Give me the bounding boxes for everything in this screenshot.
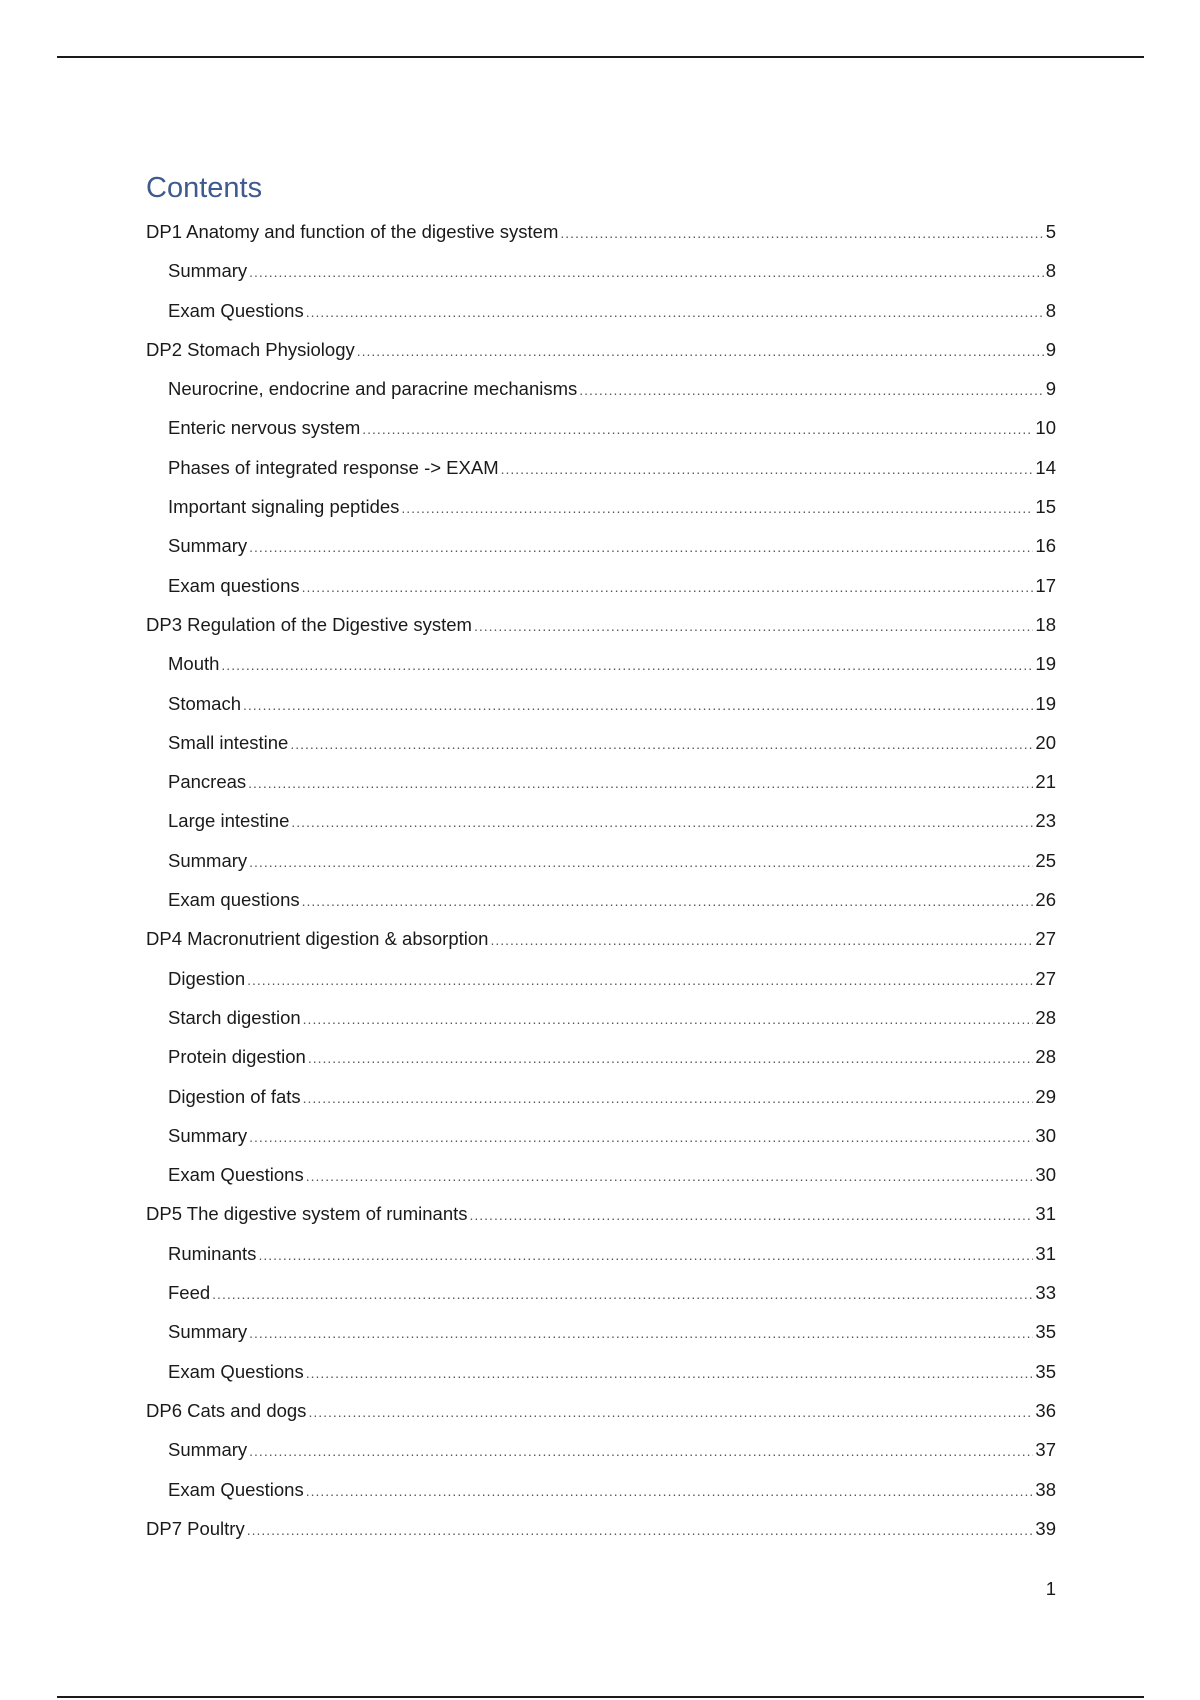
toc-entry-label: Pancreas <box>168 771 247 793</box>
toc-entry-page: 39 <box>1035 1517 1056 1539</box>
toc-entry-label: Exam Questions <box>168 299 304 321</box>
toc-dot-leader <box>247 1511 1034 1550</box>
toc-entry-label: DP5 The digestive system of ruminants <box>146 1203 468 1225</box>
toc-entry-label: Important signaling peptides <box>168 496 400 518</box>
toc-entry-section[interactable] <box>146 1077 1056 1116</box>
toc-entry-section[interactable] <box>146 762 1056 801</box>
toc-entry-page: 25 <box>1035 849 1056 871</box>
toc-entry-label: Ruminants <box>168 1242 257 1264</box>
toc-entry-section[interactable] <box>146 684 1056 723</box>
toc-entry-page: 28 <box>1035 1006 1056 1028</box>
table-of-contents <box>146 170 1056 1548</box>
toc-dot-leader <box>308 1393 1033 1432</box>
toc-entry-section[interactable] <box>146 1352 1056 1391</box>
toc-dot-leader <box>303 1000 1034 1039</box>
page-number: 1 <box>1045 1578 1056 1599</box>
toc-entry-section[interactable] <box>146 998 1056 1037</box>
toc-entry-page: 31 <box>1035 1242 1056 1264</box>
toc-entry-label: Neurocrine, endocrine and paracrine mechanisms <box>168 378 578 400</box>
toc-dot-leader <box>249 1432 1033 1471</box>
toc-entry-page: 15 <box>1035 496 1056 518</box>
toc-entry-label: Summary <box>168 1439 248 1461</box>
toc-dot-leader <box>579 371 1043 410</box>
toc-entry-label: Stomach <box>168 692 242 714</box>
toc-entry-page: 19 <box>1035 653 1056 675</box>
toc-entry-page: 18 <box>1035 613 1056 635</box>
toc-entry-chapter[interactable] <box>146 212 1056 251</box>
toc-dot-leader <box>249 253 1044 292</box>
toc-entry-section[interactable] <box>146 1234 1056 1273</box>
toc-entry-page: 31 <box>1035 1203 1056 1225</box>
footer-rule <box>57 1696 1144 1698</box>
toc-entry-page: 21 <box>1035 771 1056 793</box>
toc-dot-leader <box>221 646 1033 685</box>
toc-entry-page: 35 <box>1035 1360 1056 1382</box>
toc-entry-label: Mouth <box>168 653 220 675</box>
toc-entry-label: Exam Questions <box>168 1478 304 1500</box>
toc-entry-page: 36 <box>1035 1399 1056 1421</box>
toc-dot-leader <box>249 843 1033 882</box>
toc-entry-page: 33 <box>1035 1282 1056 1304</box>
toc-entry-label: Enteric nervous system <box>168 417 361 439</box>
toc-entry-label: Starch digestion <box>168 1006 301 1028</box>
toc-dot-leader <box>362 410 1033 449</box>
toc-entry-section[interactable] <box>146 723 1056 762</box>
toc-entry-label: DP2 Stomach Physiology <box>146 338 355 360</box>
toc-entry-label: Protein digestion <box>168 1046 306 1068</box>
toc-dot-leader <box>560 214 1043 253</box>
toc-entry-section[interactable] <box>146 1116 1056 1155</box>
toc-entry-label: DP6 Cats and dogs <box>146 1399 307 1421</box>
toc-dot-leader <box>474 607 1033 646</box>
toc-entry-label: DP1 Anatomy and function of the digestive system <box>146 221 559 242</box>
toc-entry-label: Digestion <box>168 967 246 989</box>
toc-entry-section[interactable] <box>146 1273 1056 1312</box>
toc-entry-section[interactable] <box>146 644 1056 683</box>
toc-entry-page: 27 <box>1035 928 1056 950</box>
toc-entry-label: Exam Questions <box>168 1164 304 1186</box>
toc-entry-label: Summary <box>168 849 248 871</box>
toc-entry-section[interactable] <box>146 408 1056 447</box>
toc-list <box>146 212 1056 1548</box>
toc-dot-leader <box>306 1354 1034 1393</box>
toc-entry-section[interactable] <box>146 1430 1056 1469</box>
toc-entry-section[interactable] <box>146 487 1056 526</box>
toc-entry-section[interactable] <box>146 841 1056 880</box>
toc-dot-leader <box>306 1157 1034 1196</box>
toc-dot-leader <box>490 921 1033 960</box>
toc-entry-label: Exam Questions <box>168 1360 304 1382</box>
toc-entry-section[interactable] <box>146 526 1056 565</box>
toc-dot-leader <box>302 882 1034 921</box>
toc-entry-page: 20 <box>1035 731 1056 753</box>
toc-entry-label: Feed <box>168 1282 211 1304</box>
toc-dot-leader <box>357 332 1044 371</box>
toc-entry-label: Small intestine <box>168 731 289 753</box>
toc-dot-leader <box>291 803 1033 842</box>
toc-entry-section[interactable] <box>146 880 1056 919</box>
toc-entry-label: Summary <box>168 1124 248 1146</box>
toc-entry-page: 35 <box>1035 1321 1056 1343</box>
toc-entry-page: 16 <box>1035 535 1056 557</box>
toc-entry-page: 17 <box>1035 574 1056 596</box>
toc-dot-leader <box>303 1079 1034 1118</box>
toc-entry-label: Summary <box>168 260 248 282</box>
toc-entry-section[interactable] <box>146 801 1056 840</box>
toc-dot-leader <box>306 293 1044 332</box>
toc-dot-leader <box>470 1196 1034 1235</box>
toc-entry-label: Digestion of fats <box>168 1085 301 1107</box>
toc-dot-leader <box>401 489 1033 528</box>
toc-entry-label: Exam questions <box>168 889 300 911</box>
toc-dot-leader <box>249 1118 1033 1157</box>
toc-dot-leader <box>306 1472 1034 1511</box>
toc-dot-leader <box>212 1275 1033 1314</box>
toc-entry-page: 28 <box>1035 1046 1056 1068</box>
toc-dot-leader <box>248 764 1033 803</box>
toc-dot-leader <box>302 568 1034 607</box>
toc-entry-label: DP4 Macronutrient digestion & absorption <box>146 928 489 950</box>
toc-dot-leader <box>249 1314 1033 1353</box>
toc-entry-page: 19 <box>1035 692 1056 714</box>
toc-entry-page: 9 <box>1045 338 1056 360</box>
toc-entry-label: DP3 Regulation of the Digestive system <box>146 613 472 635</box>
toc-entry-page: 8 <box>1045 260 1056 282</box>
header-rule <box>57 56 1144 58</box>
toc-dot-leader <box>258 1236 1033 1275</box>
toc-dot-leader <box>308 1039 1034 1078</box>
toc-title: Contents <box>146 172 263 204</box>
toc-entry-section[interactable] <box>146 566 1056 605</box>
toc-entry-section[interactable] <box>146 1155 1056 1194</box>
toc-entry-chapter[interactable] <box>146 1391 1056 1430</box>
toc-entry-label: Phases of integrated response -> EXAM <box>168 456 499 478</box>
toc-entry-label: DP7 Poultry <box>146 1517 245 1539</box>
toc-entry-label: Exam questions <box>168 574 300 596</box>
toc-dot-leader <box>243 686 1033 725</box>
toc-entry-page: 9 <box>1045 378 1056 400</box>
toc-entry-page: 23 <box>1035 810 1056 832</box>
toc-dot-leader <box>247 961 1033 1000</box>
toc-entry-section[interactable] <box>146 959 1056 998</box>
toc-entry-section[interactable] <box>146 251 1056 290</box>
toc-entry-page: 10 <box>1035 417 1056 439</box>
toc-entry-section[interactable] <box>146 291 1056 330</box>
toc-entry-chapter[interactable] <box>146 605 1056 644</box>
toc-entry-section[interactable] <box>146 1470 1056 1509</box>
toc-entry-section[interactable] <box>146 1037 1056 1076</box>
toc-dot-leader <box>249 528 1033 567</box>
toc-entry-chapter[interactable] <box>146 1509 1056 1548</box>
toc-entry-page: 26 <box>1035 889 1056 911</box>
toc-entry-page: 27 <box>1035 967 1056 989</box>
toc-entry-label: Summary <box>168 1321 248 1343</box>
toc-entry-section[interactable] <box>146 1312 1056 1351</box>
toc-entry-chapter[interactable] <box>146 1194 1056 1233</box>
toc-entry-chapter[interactable] <box>146 330 1056 369</box>
toc-entry-page: 14 <box>1035 456 1056 478</box>
toc-entry-page: 29 <box>1035 1085 1056 1107</box>
toc-entry-label: Large intestine <box>168 810 290 832</box>
toc-entry-page: 38 <box>1035 1478 1056 1500</box>
toc-entry-page: 8 <box>1045 299 1056 321</box>
toc-entry-chapter[interactable] <box>146 919 1056 958</box>
toc-entry-label: Summary <box>168 535 248 557</box>
toc-dot-leader <box>290 725 1033 764</box>
toc-entry-section[interactable] <box>146 369 1056 408</box>
toc-entry-page: 30 <box>1035 1124 1056 1146</box>
toc-entry-page: 30 <box>1035 1164 1056 1186</box>
toc-dot-leader <box>501 450 1034 489</box>
toc-entry-page: 5 <box>1045 221 1056 242</box>
toc-entry-section[interactable] <box>146 448 1056 487</box>
toc-entry-page: 37 <box>1035 1439 1056 1461</box>
